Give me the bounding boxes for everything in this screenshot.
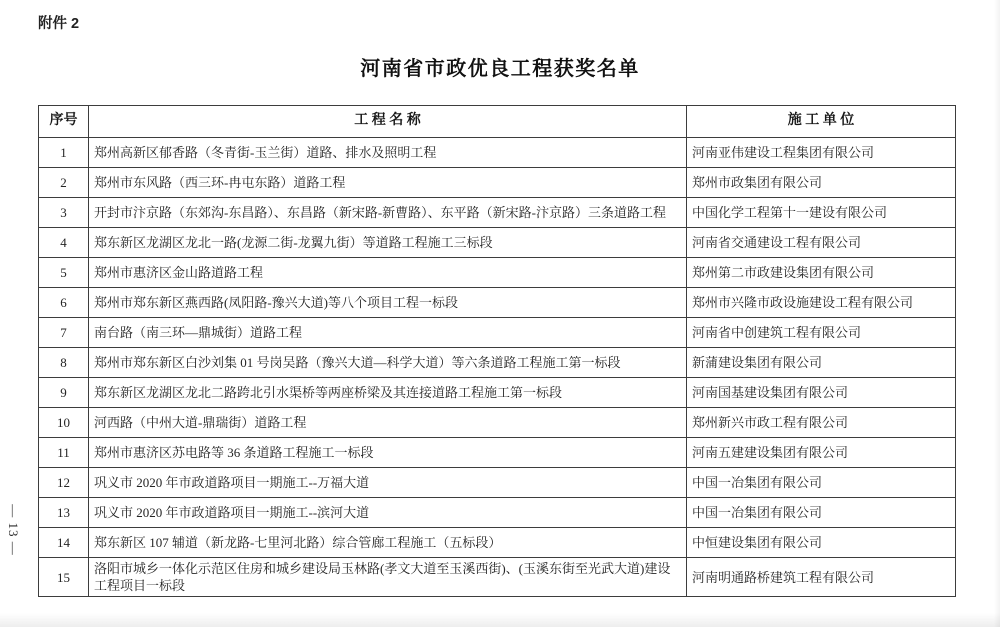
cell-serial-number: 8 [39, 348, 89, 378]
cell-construction-company: 河南国基建设集团有限公司 [687, 378, 956, 408]
header-cell-company: 施 工 单 位 [687, 106, 956, 138]
cell-project-name: 开封市汴京路（东郊沟-东昌路）、东昌路（新宋路-新曹路）、东平路（新宋路-汴京路）三条道路工程 [89, 198, 687, 228]
cell-serial-number: 2 [39, 168, 89, 198]
cell-serial-number: 3 [39, 198, 89, 228]
cell-construction-company: 郑州市政集团有限公司 [687, 168, 956, 198]
attachment-label: 附件 2 [38, 16, 80, 32]
header-cell-no: 序号 [39, 106, 89, 138]
cell-serial-number: 10 [39, 408, 89, 438]
cell-serial-number: 1 [39, 138, 89, 168]
cell-project-name: 郑州市郑东新区白沙刘集 01 号岗吴路（豫兴大道—科学大道）等六条道路工程施工第一标段 [89, 348, 687, 378]
scan-edge-bottom [0, 613, 1000, 627]
table-row [39, 558, 956, 597]
table-header-row [39, 106, 956, 138]
cell-construction-company: 河南亚伟建设工程集团有限公司 [687, 138, 956, 168]
cell-project-name: 郑州市东风路（西三环-冉屯东路）道路工程 [89, 168, 687, 198]
cell-serial-number: 13 [39, 498, 89, 528]
cell-construction-company: 河南省交通建设工程有限公司 [687, 228, 956, 258]
cell-construction-company: 郑州市兴隆市政设施建设工程有限公司 [687, 288, 956, 318]
cell-serial-number: 11 [39, 438, 89, 468]
cell-project-name: 郑州市惠济区金山路道路工程 [89, 258, 687, 288]
table-row [39, 318, 956, 348]
cell-serial-number: 4 [39, 228, 89, 258]
cell-construction-company: 中国一冶集团有限公司 [687, 468, 956, 498]
page-number: — 13 — [6, 504, 21, 556]
header-cell-project: 工 程 名 称 [89, 106, 687, 138]
cell-construction-company: 河南明通路桥建筑工程有限公司 [687, 558, 956, 597]
table-row [39, 168, 956, 198]
cell-project-name: 河西路（中州大道-鼎瑞街）道路工程 [89, 408, 687, 438]
awards-table [38, 105, 956, 597]
cell-project-name: 巩义市 2020 年市政道路项目一期施工--滨河大道 [89, 498, 687, 528]
cell-project-name: 郑州市郑东新区燕西路(凤阳路-豫兴大道)等八个项目工程一标段 [89, 288, 687, 318]
cell-construction-company: 河南五建建设集团有限公司 [687, 438, 956, 468]
cell-project-name: 郑东新区龙湖区龙北一路(龙源二街-龙翼九街）等道路工程施工三标段 [89, 228, 687, 258]
table-row [39, 378, 956, 408]
cell-project-name: 洛阳市城乡一体化示范区住房和城乡建设局玉林路(孝文大道至玉溪西街)、(玉溪东街至光武大道)建设工程项目一标段 [89, 558, 687, 597]
table-row [39, 348, 956, 378]
cell-serial-number: 12 [39, 468, 89, 498]
cell-project-name: 郑东新区 107 辅道（新龙路-七里河北路）综合管廊工程施工（五标段） [89, 528, 687, 558]
cell-project-name: 郑东新区龙湖区龙北二路跨北引水渠桥等两座桥梁及其连接道路工程施工第一标段 [89, 378, 687, 408]
cell-construction-company: 中恒建设集团有限公司 [687, 528, 956, 558]
table-row [39, 498, 956, 528]
table-row [39, 438, 956, 468]
awards-table-container [38, 105, 956, 597]
cell-serial-number: 7 [39, 318, 89, 348]
table-row [39, 138, 956, 168]
table-row [39, 258, 956, 288]
cell-project-name: 郑州市惠济区苏电路等 36 条道路工程施工一标段 [89, 438, 687, 468]
cell-construction-company: 中国化学工程第十一建设有限公司 [687, 198, 956, 228]
cell-serial-number: 15 [39, 558, 89, 597]
table-row [39, 408, 956, 438]
cell-serial-number: 6 [39, 288, 89, 318]
scan-edge-right [994, 0, 1000, 627]
cell-construction-company: 郑州新兴市政工程有限公司 [687, 408, 956, 438]
table-row [39, 198, 956, 228]
cell-construction-company: 新蒲建设集团有限公司 [687, 348, 956, 378]
cell-serial-number: 9 [39, 378, 89, 408]
page-title: 河南省市政优良工程获奖名单 [360, 58, 640, 80]
table-row [39, 528, 956, 558]
table-row [39, 288, 956, 318]
cell-project-name: 郑州高新区郁香路（冬青街-玉兰街）道路、排水及照明工程 [89, 138, 687, 168]
cell-serial-number: 5 [39, 258, 89, 288]
cell-construction-company: 中国一冶集团有限公司 [687, 498, 956, 528]
table-row [39, 228, 956, 258]
awards-table-body [39, 138, 956, 597]
table-row [39, 468, 956, 498]
cell-serial-number: 14 [39, 528, 89, 558]
cell-construction-company: 郑州第二市政建设集团有限公司 [687, 258, 956, 288]
cell-project-name: 南台路（南三环—鼎城街）道路工程 [89, 318, 687, 348]
cell-construction-company: 河南省中创建筑工程有限公司 [687, 318, 956, 348]
cell-project-name: 巩义市 2020 年市政道路项目一期施工--万福大道 [89, 468, 687, 498]
